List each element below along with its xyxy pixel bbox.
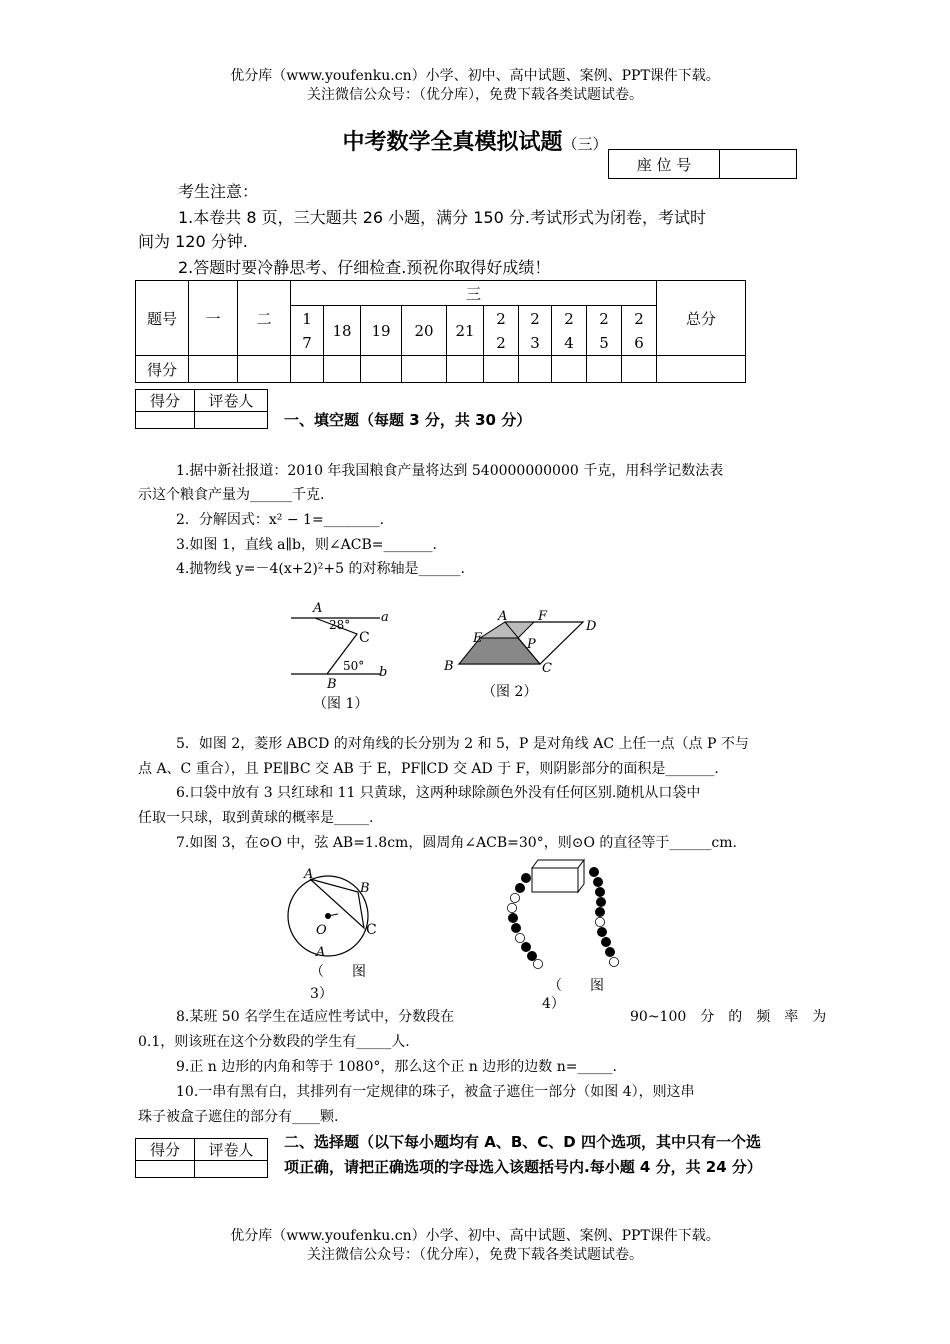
white-bead	[507, 903, 516, 912]
footer-line-2: 关注微信公众号：（优分库），免费下载各类试题试卷。	[307, 1247, 643, 1263]
fig2-caption: （图 2）	[482, 684, 538, 700]
question-8a: 8.某班 50 名学生在适应性考试中，分数段在	[176, 1009, 455, 1025]
white-bead	[595, 917, 604, 926]
section-2-title-b: 项正确，请把正确选项的字母选入该题括号内.每小题 4 分，共 24 分）	[284, 1158, 762, 1176]
score-table-subcol: 2 3	[519, 306, 552, 356]
score-cell[interactable]	[238, 356, 291, 383]
grader-box-1	[135, 389, 268, 429]
fig2-label-B: B	[444, 659, 454, 674]
score-table-col-2: 二	[238, 281, 291, 356]
header-line-2: 关注微信公众号：（优分库），免费下载各类试题试卷。	[307, 87, 643, 103]
black-bead	[515, 883, 524, 892]
figure-4	[500, 856, 640, 1014]
seat-value[interactable]	[720, 150, 797, 179]
figure-1	[285, 598, 395, 713]
figure-2	[440, 608, 610, 708]
fig2-label-A: A	[498, 609, 508, 624]
notice-item-2: 2.答题时要冷静思考、仔细检查.预祝你取得好成绩！	[178, 258, 551, 277]
notice-item-1b: 间为 120 分钟.	[138, 232, 248, 251]
score-table-subcol: 18	[324, 306, 361, 356]
black-bead	[521, 942, 530, 951]
fig3-caption-b: 3）	[310, 986, 333, 1002]
score-cell[interactable]	[484, 356, 519, 383]
black-bead	[605, 947, 614, 956]
black-bead	[508, 913, 517, 922]
fig2-label-D: D	[586, 619, 597, 634]
question-8a2: 90~100 分 的 频 率 为	[630, 1009, 827, 1025]
grader-score-label: 得分	[136, 1139, 195, 1161]
question-10b: 珠子被盒子遮住的部分有____颗.	[138, 1109, 339, 1125]
fig2-label-P: P	[527, 637, 536, 652]
grader-score-cell[interactable]	[136, 1161, 195, 1178]
fig3-caption-a: （ 图	[310, 964, 366, 980]
title-main: 中考数学全真模拟试题	[342, 130, 563, 155]
fig4-caption-b: 4）	[542, 996, 565, 1012]
grader-name-cell[interactable]	[195, 1161, 268, 1178]
score-table-col-1: 一	[189, 281, 238, 356]
score-cell[interactable]	[189, 356, 238, 383]
black-bead	[589, 867, 598, 876]
section-1-title: 一、填空题（每题 3 分，共 30 分）	[284, 411, 532, 429]
score-cell[interactable]	[657, 356, 746, 383]
fig4-caption-a: （ 图	[548, 978, 604, 994]
score-cell[interactable]	[447, 356, 484, 383]
black-bead	[595, 887, 604, 896]
grader-score-label: 得分	[136, 390, 195, 412]
score-table-row-label: 题号	[136, 281, 189, 356]
fig2-label-E: E	[473, 631, 483, 646]
white-bead	[510, 893, 519, 902]
score-table-total: 总分	[657, 281, 746, 356]
black-bead	[596, 897, 605, 906]
black-bead	[593, 877, 602, 886]
score-table-subcol: 2 2	[484, 306, 519, 356]
score-cell[interactable]	[519, 356, 552, 383]
fig1-caption: （图 1）	[313, 696, 369, 712]
fig3-label-A: A	[304, 867, 314, 882]
black-bead	[595, 907, 604, 916]
fig1-label-28: 28°	[329, 618, 351, 632]
score-cell[interactable]	[361, 356, 402, 383]
question-3: 3.如图 1，直线 a∥b，则∠ACB=_______.	[176, 537, 437, 553]
question-7: 7.如图 3，在⊙O 中，弦 AB=1.8cm，圆周角∠ACB=30°，则⊙O 的直径等于______cm.	[176, 835, 737, 851]
white-bead	[533, 959, 542, 968]
header-line-1: 优分库（www.youfenku.cn）小学、初中、高中试题、案例、PPT课件下载。	[230, 68, 720, 84]
score-cell[interactable]	[552, 356, 587, 383]
notice-heading: 考生注意：	[178, 182, 259, 201]
question-5a: 5．如图 2，菱形 ABCD 的对角线的长分别为 2 和 5，P 是对角线 AC 上任一点（点 P 不与	[176, 736, 749, 752]
notice-item-1a: 1.本卷共 8 页，三大题共 26 小题，满分 150 分.考试形式为闭卷，考试时	[178, 208, 706, 227]
score-table-subcol: 2 5	[587, 306, 622, 356]
seat-number-box	[608, 149, 797, 179]
score-cell[interactable]	[587, 356, 622, 383]
black-bead	[511, 923, 520, 932]
fig1-label-b: b	[379, 665, 388, 680]
score-cell[interactable]	[291, 356, 324, 383]
fig2-label-F: F	[538, 609, 548, 624]
fig1-label-B: B	[327, 677, 337, 692]
grader-box-2	[135, 1138, 268, 1178]
footer-line-1: 优分库（www.youfenku.cn）小学、初中、高中试题、案例、PPT课件下载。	[230, 1228, 720, 1244]
fig1-label-50: 50°	[343, 659, 365, 673]
score-table-col-3: 三	[291, 281, 657, 306]
title-sub: （三）	[562, 135, 608, 153]
question-2: 2．分解因式：x² − 1=________.	[176, 512, 385, 528]
seat-label: 座 位 号	[609, 150, 720, 179]
question-6b: 任取一只球，取到黄球的概率是_____.	[138, 810, 374, 826]
page-title	[0, 125, 950, 156]
black-bead	[597, 927, 606, 936]
black-bead	[527, 951, 536, 960]
question-9: 9.正 n 边形的内角和等于 1080°，那么这个正 n 边形的边数 n=_____.	[176, 1059, 617, 1075]
grader-label: 评卷人	[195, 390, 268, 412]
question-10a: 10.一串有黑有白，其排列有一定规律的珠子，被盒子遮住一部分（如图 4），则这串	[176, 1084, 695, 1100]
fig1-label-A: A	[313, 601, 323, 616]
grader-name-cell[interactable]	[195, 412, 268, 429]
score-cell[interactable]	[622, 356, 657, 383]
question-5b: 点 A、C 重合），且 PE∥BC 交 AB 于 E，PF∥CD 交 AD 于 F，则阴影部分的面积是_______.	[138, 761, 719, 777]
score-table	[135, 280, 746, 383]
fig2-label-C: C	[542, 661, 552, 676]
score-table-subcol: 2 4	[552, 306, 587, 356]
question-8b: 0.1，则该班在这个分数段的学生有_____人.	[138, 1034, 410, 1050]
grader-label: 评卷人	[195, 1139, 268, 1161]
question-1b: 示这个粮食产量为______千克.	[138, 487, 325, 503]
score-table-subcol: 21	[447, 306, 484, 356]
white-bead	[515, 933, 524, 942]
fig3-label-C: C	[366, 922, 377, 938]
fig1-label-C: C	[359, 630, 370, 646]
black-bead	[521, 873, 530, 882]
section-2-title-a: 二、选择题（以下每小题均有 A、B、C、D 四个选项，其中只有一个选	[284, 1133, 761, 1151]
score-cell[interactable]	[324, 356, 361, 383]
score-table-score-label: 得分	[136, 356, 189, 383]
score-cell[interactable]	[402, 356, 447, 383]
question-4: 4.抛物线 y=－4(x+2)²+5 的对称轴是______.	[176, 561, 465, 577]
question-6a: 6.口袋中放有 3 只红球和 11 只黄球，这两种球除颜色外没有任何区别.随机从口袋中	[176, 785, 701, 801]
fig3-label-O: O	[316, 923, 327, 938]
fig3-label-B: B	[360, 881, 370, 896]
question-1a: 1.据中新社报道：2010 年我国粮食产量将达到 540000000000 千克，用科学记数法表	[176, 463, 724, 479]
grader-score-cell[interactable]	[136, 412, 195, 429]
score-table-subcol: 1 7	[291, 306, 324, 356]
score-table-subcol: 20	[402, 306, 447, 356]
black-bead	[601, 937, 610, 946]
figure-3	[280, 866, 390, 1006]
fig1-label-a: a	[381, 610, 389, 625]
score-table-subcol: 19	[361, 306, 402, 356]
score-table-subcol: 2 6	[622, 306, 657, 356]
white-bead	[609, 957, 618, 966]
fig3-label-A2: A	[316, 945, 326, 960]
